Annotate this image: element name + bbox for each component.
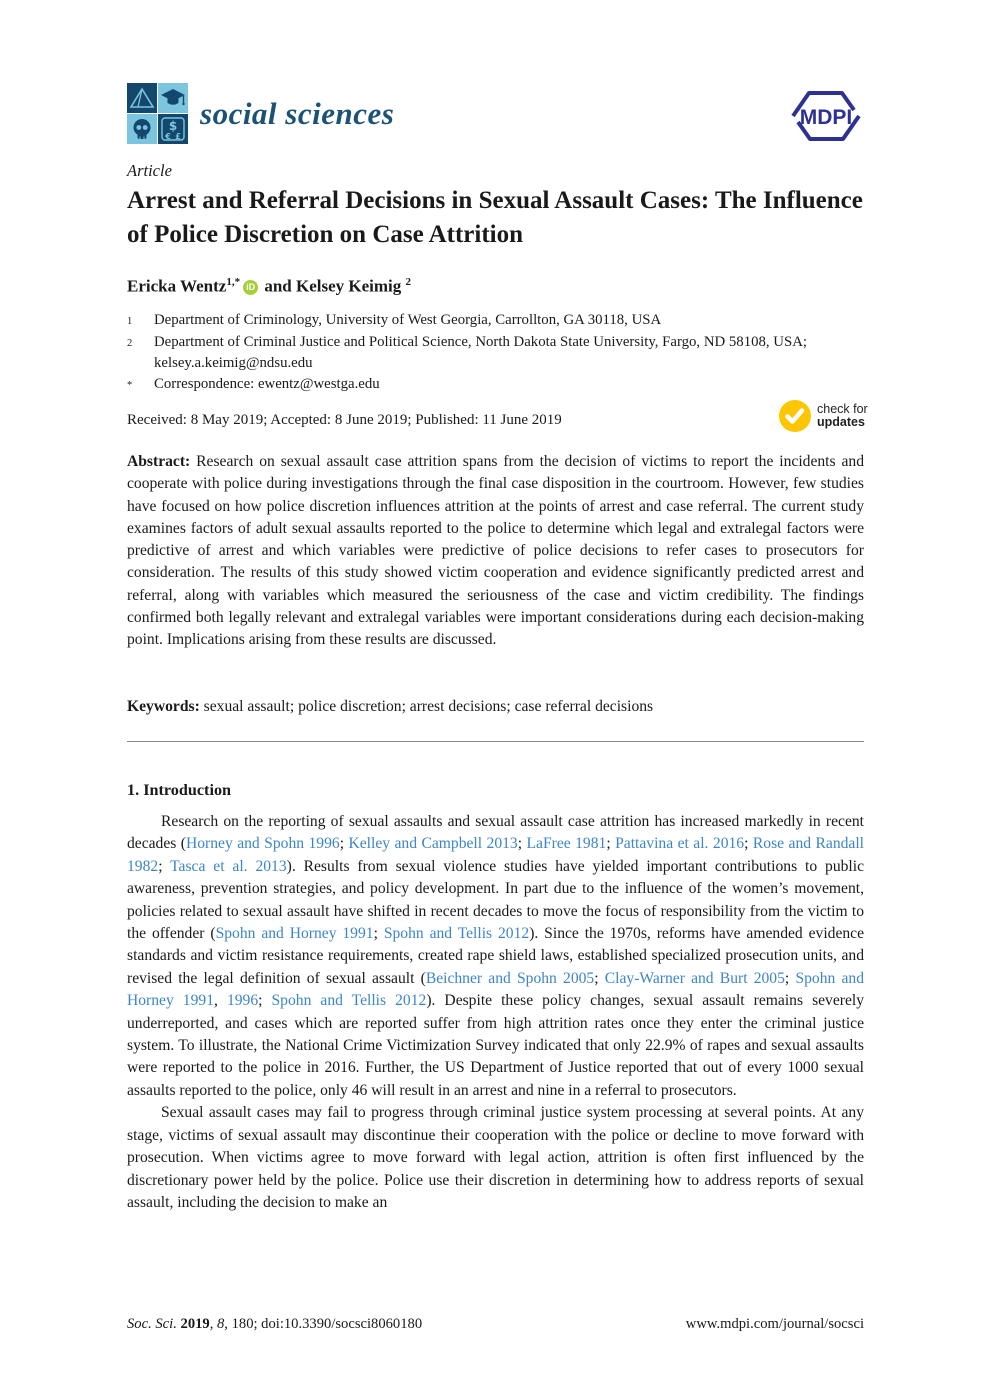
affiliation-marker: 1 [127, 316, 133, 327]
journal-abbrev: Soc. Sci. [127, 1316, 177, 1332]
keywords [127, 696, 864, 718]
badge-line2: updates [817, 415, 865, 429]
affiliation-marker: 2 [127, 338, 133, 349]
skull-icon [127, 114, 157, 144]
checkmark-icon [778, 399, 812, 433]
author-name: Kelsey Keimig [296, 276, 402, 296]
section-divider [127, 741, 864, 742]
body-text-segment: ). Despite these policy changes, sexual assault remains severely underreported, and cases which are reported suffer from high attrition rates once they enter the criminal justice system. To illustrate, the National Crime Victimization Survey indicated that only 22.9% of rapes and sexual assaults were reported to the police in 2016. Further, the US Department of Justice reported that out of every 1000 sexual assaults reported to the police, only 46 will result in an arrest and nine in a referral to prosecutors. [127, 992, 865, 1099]
citation-link[interactable]: Horney and Spohn 1996 [186, 835, 340, 853]
citation-link[interactable]: Clay-Warner and Burt 2005 [604, 969, 785, 987]
citation-link[interactable]: Kelley and Campbell 2013 [348, 835, 518, 853]
citation-link[interactable]: Pattavina et al. 2016 [615, 835, 745, 853]
body-text-segment: ; [158, 857, 171, 875]
affiliation-row [127, 332, 864, 374]
dates-line: Received: 8 May 2019; Accepted: 8 June 2019; Published: 11 June 2019 [127, 412, 562, 428]
affiliation-text: Department of Criminology, University of West Georgia, Carrollton, GA 30118, USA [154, 312, 662, 328]
footer-citation: Soc. Sci. 2019, 8, 180; doi:10.3390/socsci8060180 [127, 1316, 423, 1332]
citation-link[interactable]: Spohn and Horney 1991 [215, 925, 374, 943]
citation-link[interactable]: 1996 [226, 992, 259, 1010]
abstract-label: Abstract: [127, 453, 191, 470]
author-affiliation-sup: 1,* [226, 276, 241, 288]
intro-paragraph-1 [127, 811, 864, 1102]
correspondence-text: Correspondence: ewentz@westga.edu [154, 376, 380, 392]
authors-line [127, 276, 411, 297]
body-text-segment: ; [744, 835, 753, 853]
svg-text:£: £ [175, 132, 181, 141]
graduation-cap-icon [158, 83, 188, 113]
body-text-segment: Sexual assault cases may fail to progress through criminal justice system processing at several points. At any stage, victims of sexual assault may discontinue their cooperation with the police or decline to move forward with prosecution. When victims agree to move forward with legal action, attrition is often first influenced by the discretionary power held by the police. Police use their discretion in determining how to address reports of sexual assault, including the decision to make an [127, 1104, 864, 1211]
body-text-segment: ). Results from sexual violence studies have yielded important contributions to public awareness, prevention strategies, and policy development. In part due to the influence of the women’s movement, policies related to sexual assault have shifted in recent decades to move the focus of responsibility from the victim to the offender ( [127, 857, 865, 943]
mdpi-logo [788, 84, 864, 148]
journal-logo-row [127, 83, 394, 144]
check-for-updates-badge[interactable] [778, 399, 868, 433]
citation-link[interactable]: Rose and Randall 1982 [127, 835, 865, 875]
author-name: Ericka Wentz [127, 276, 227, 296]
section-heading-introduction: 1. Introduction [127, 781, 232, 799]
badge-line1: check for [817, 401, 868, 416]
body-text-segment: ). Since the 1970s, reforms have amended evidence standards and victim resistance requirements, created rape shield laws, established specialized prosecution units, and revised the legal definition of sexual assault ( [127, 925, 865, 987]
body-text-segment: ; [784, 969, 796, 987]
body-text-segment: ; [373, 925, 384, 943]
paper-title: Arrest and Referral Decisions in Sexual Assault Cases: The Influence of Police Discretion on Case Attrition [127, 187, 863, 248]
correspondence-marker: * [127, 380, 133, 391]
journal-name: social sciences [200, 95, 395, 131]
page-footer [127, 1316, 864, 1333]
citation-link[interactable]: LaFree 1981 [526, 835, 607, 853]
body-text-segment: , [214, 992, 227, 1010]
body-text-segment: ; [606, 835, 616, 853]
citation-link[interactable]: Beichner and Spohn 2005 [425, 969, 595, 987]
footer-doi: , 180; doi:10.3390/socsci8060180 [224, 1316, 423, 1332]
affiliations-block [127, 310, 864, 396]
economics-money-icon [158, 114, 188, 144]
orcid-icon[interactable]: iD [243, 280, 258, 295]
correspondence-row [127, 374, 864, 396]
mdpi-wordmark: MDPI [799, 106, 853, 129]
keywords-text: sexual assault; police discretion; arrest decisions; case referral decisions [199, 698, 654, 715]
affiliation-text: Department of Criminal Justice and Political Science, North Dakota State University, Fargo, ND 58108, USA; kelsey.a.keimig@ndsu.edu [154, 334, 807, 371]
body-text-segment: ; [517, 835, 527, 853]
author-affiliation-sup: 2 [405, 276, 412, 288]
social-sciences-logo [127, 83, 188, 144]
abstract-text: Research on sexual assault case attrition spans from the decision of victims to report the incidents and cooperate with police during investigations through the final case disposition in the courtroom. However, few studies have focused on how police discretion influences attrition at the points of arrest and case referral. The current study examines factors of adult sexual assaults reported to the police to determine which legal and extralegal factors were predictive of arrest and which variables were predictive of police decisions to refer cases to prosecutors for consideration. The results of this study showed victim cooperation and evidence significantly predicted arrest and referral, along with variables which measured the seriousness of the case and victim credibility. The findings confirmed both legally relevant and extralegal variables were important considerations during each decision-making point. Implications arising from these results are discussed. [127, 453, 864, 649]
footer-year: 2019 [180, 1316, 210, 1332]
pyramid-icon [127, 83, 157, 113]
body-text-segment: ; [258, 992, 272, 1010]
badge-text [817, 403, 868, 430]
body-text-segment: ; [594, 969, 605, 987]
footer-volume: 8 [217, 1316, 225, 1332]
citation-link[interactable]: Spohn and Horney 1991 [127, 969, 865, 1010]
svg-text:€: € [165, 132, 171, 141]
article-type-label: Article [127, 161, 172, 180]
journal-url[interactable]: www.mdpi.com/journal/socsci [685, 1316, 864, 1332]
body-text-segment: ; [339, 835, 349, 853]
citation-link[interactable]: Spohn and Tellis 2012 [383, 925, 530, 943]
body-text-segment: Research on the reporting of sexual assaults and sexual assault case attrition has increased markedly in recent decades ( [127, 813, 864, 853]
abstract [127, 451, 864, 652]
authors-separator: and [260, 276, 296, 296]
affiliation-row [127, 310, 864, 332]
introduction-body [127, 811, 864, 1214]
citation-link[interactable]: Spohn and Tellis 2012 [271, 992, 427, 1010]
intro-paragraph-2 [127, 1102, 864, 1214]
citation-link[interactable]: Tasca et al. 2013 [170, 857, 287, 875]
svg-text:$: $ [168, 119, 178, 133]
keywords-label: Keywords: [127, 698, 200, 715]
